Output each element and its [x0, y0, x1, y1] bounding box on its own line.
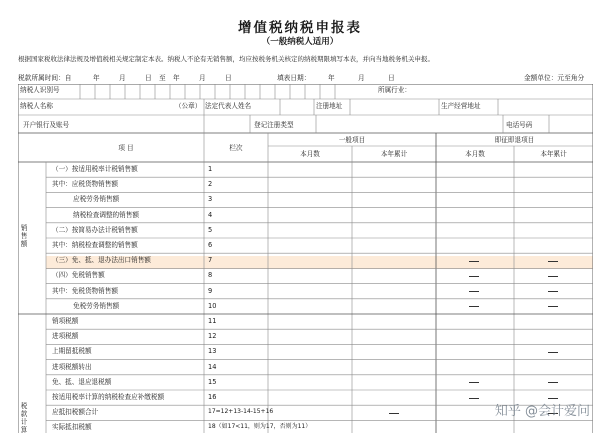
row-no-15: 15: [208, 377, 217, 386]
row-no-14: 14: [208, 362, 217, 371]
row-label-13: 上期留抵税额: [52, 347, 92, 356]
row-label-4: 纳税检查调整的销售额: [73, 210, 139, 219]
form-title: 增值税纳税申报表: [238, 20, 362, 36]
declaration-form-table: [18, 84, 593, 433]
row-no-6: 6: [208, 241, 213, 249]
refund-items-header: 即征即退项目: [494, 136, 535, 144]
row-label-15: 免、抵、退应退税额: [52, 377, 112, 386]
not-applicable-mark: [469, 261, 479, 262]
row-no-4: 4: [208, 210, 213, 219]
period-from-month-label: 月: [119, 74, 126, 82]
watermark: 知乎 @会计爱问: [494, 404, 590, 419]
form-instruction: 根据国家税收法律法规及增值税相关规定制定本表。纳税人不论有无销售额，均应按税务机关核定的纳税期限填写本表，并向当地税务机关申报。: [18, 55, 434, 63]
row-no-16: 16: [208, 393, 217, 401]
row-label-3: 应税劳务销售额: [73, 195, 120, 204]
row-no-9: 9: [208, 286, 213, 295]
row-label-11: 销项税额: [52, 317, 79, 325]
row-label-1: （一）按适用税率计税销售额: [52, 165, 138, 173]
not-applicable-mark: [389, 413, 399, 414]
row-label-9: 其中：免税货物销售额: [52, 286, 118, 295]
bank-account-label: 开户银行及账号: [23, 121, 70, 129]
row-label-8: （四）免税销售额: [52, 271, 105, 280]
row-no-1: 1: [208, 165, 213, 173]
row-no-12: 12: [208, 332, 217, 341]
tax-period-line: [18, 72, 593, 83]
fill-date-day-label: 日: [388, 74, 395, 82]
row-no-11: 11: [208, 317, 217, 325]
biz-address-label: 生产经营地址: [441, 102, 481, 110]
row-label-7: （三）免、抵、退办法出口销售额: [52, 256, 151, 265]
not-applicable-mark: [548, 398, 558, 399]
row-label-14: 进项税额转出: [52, 362, 92, 371]
not-applicable-mark: [469, 276, 479, 277]
phone-label: 电话号码: [506, 121, 533, 129]
fill-date-label: 填表日期：: [277, 74, 311, 82]
tax-calc-group-label: 税款计算: [20, 402, 28, 434]
not-applicable-mark: [469, 382, 479, 383]
taxpayer-id-label: 纳税人识别号: [20, 86, 60, 94]
item-column-header: 项 目: [118, 144, 134, 152]
general-items-header: 一般项目: [338, 136, 366, 144]
period-from-day-label: 日: [145, 74, 152, 82]
row-label-12: 进项税额: [52, 332, 79, 341]
not-applicable-mark: [548, 291, 558, 292]
not-applicable-mark: [548, 306, 558, 307]
row-no-5: 5: [208, 225, 213, 234]
row-no-10: 10: [208, 301, 217, 310]
fill-date-month-label: 月: [358, 74, 365, 82]
row-no-18: 18（如17<11，则为17，否则为11）: [208, 423, 312, 431]
column-no-header: 栏次: [229, 144, 243, 152]
row-no-13: 13: [208, 347, 217, 356]
refund-this-month-header: 本月数: [465, 150, 485, 158]
general-this-month-header: 本月数: [300, 150, 320, 158]
row-no-7: 7: [208, 256, 213, 265]
not-applicable-mark: [548, 382, 558, 383]
tax-period-label: 税款所属时间：自: [18, 74, 72, 82]
period-to-label: 至: [159, 74, 166, 82]
not-applicable-mark: [469, 306, 479, 307]
not-applicable-mark: [548, 261, 558, 262]
row-label-17: 应抵扣税额合计: [52, 408, 99, 417]
period-to-year-label: 年: [173, 74, 180, 82]
row-label-10: 免税劳务销售额: [73, 301, 120, 310]
row-label-18: 实际抵扣税额: [52, 423, 92, 432]
not-applicable-mark: [548, 352, 558, 353]
form-subtitle: （一般纳税人适用）: [261, 37, 339, 47]
row-label-5: （二）按简易办法计税销售额: [52, 225, 138, 234]
row-no-2: 2: [208, 180, 213, 189]
row-no-17: 17=12+13-14-15+16: [208, 408, 274, 416]
row-label-6: 其中：纳税检查调整的销售额: [52, 241, 138, 249]
row-no-8: 8: [208, 271, 213, 280]
period-to-month-label: 月: [199, 74, 206, 82]
period-to-day-label: 日: [225, 74, 232, 82]
period-from-year-label: 年: [93, 74, 100, 82]
reg-address-label: 注册地址: [316, 102, 343, 110]
amount-unit-label: 金额单位：元至角分: [524, 74, 585, 82]
taxpayer-name-label: 纳税人名称: [20, 102, 53, 110]
row-label-2: 其中：应税货物销售额: [52, 180, 118, 189]
not-applicable-mark: [469, 291, 479, 292]
seal-label: （公章）: [175, 102, 202, 110]
fill-date-year-label: 年: [328, 74, 335, 82]
not-applicable-mark: [469, 398, 479, 399]
reg-type-label: 登记注册类型: [254, 121, 294, 129]
industry-label: 所属行业：: [378, 86, 411, 94]
refund-cumulative-header: 本年累计: [540, 150, 567, 158]
sales-group-label: 销售额: [20, 224, 28, 248]
legal-rep-label: 法定代表人姓名: [205, 102, 252, 110]
row-label-16: 按适用税率计算的纳税检查应补缴税额: [52, 393, 165, 401]
not-applicable-mark: [548, 276, 558, 277]
general-cumulative-header: 本年累计: [380, 150, 408, 158]
row-no-3: 3: [208, 195, 213, 204]
